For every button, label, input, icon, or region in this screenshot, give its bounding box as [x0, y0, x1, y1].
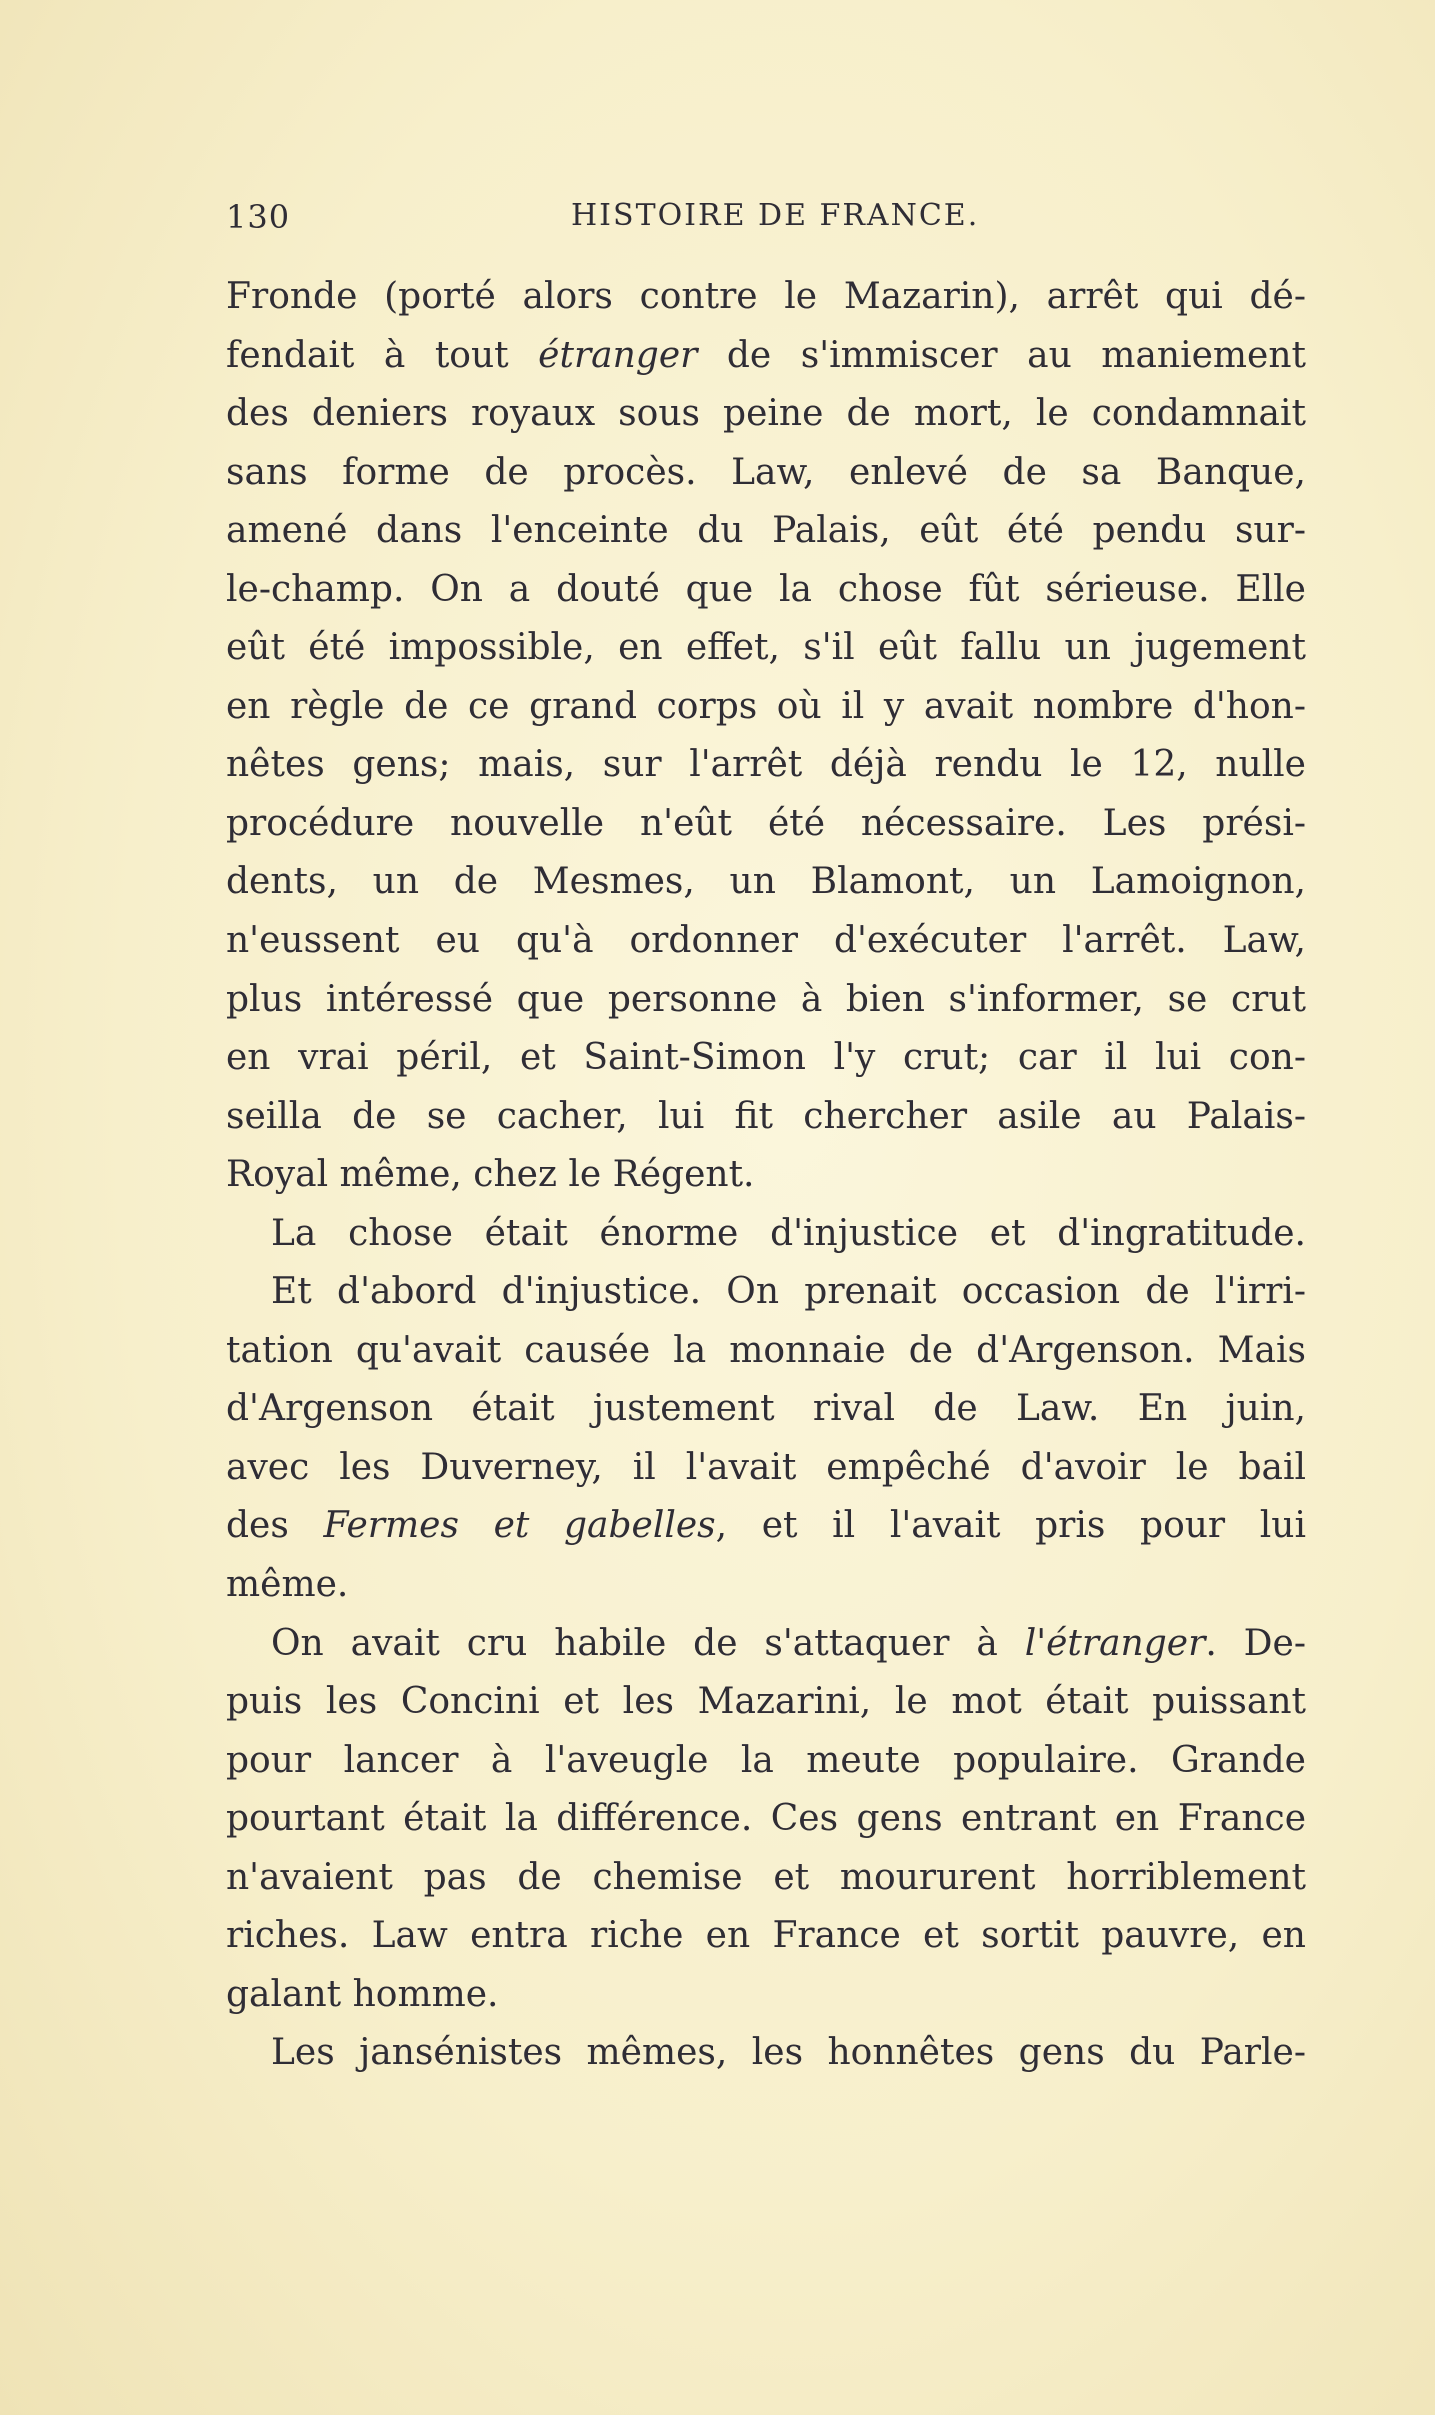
text-line: plus intéressé que personne à bien s'informer, se crut: [226, 978, 1306, 1020]
body-text: [226, 268, 1306, 2083]
page-header: [226, 198, 1226, 248]
text-line: amené dans l'enceinte du Palais, eût été pendu sur-: [226, 510, 1306, 552]
text-line: On avait cru habile de s'attaquer à l'étranger. De-: [271, 1622, 1306, 1664]
text-line: pour lancer à l'aveugle la meute populaire. Grande: [226, 1739, 1306, 1781]
text-line: sans forme de procès. Law, enlevé de sa Banque,: [226, 451, 1306, 493]
text-line: n'avaient pas de chemise et moururent horriblement: [226, 1856, 1306, 1898]
text-line: même.: [226, 1564, 349, 1606]
text-line: Et d'abord d'injustice. On prenait occasion de l'irri-: [271, 1271, 1306, 1313]
text-line: dents, un de Mesmes, un Blamont, un Lamoignon,: [226, 861, 1306, 903]
text-line: nêtes gens; mais, sur l'arrêt déjà rendu le 12, nulle: [226, 744, 1306, 786]
text-line: eût été impossible, en effet, s'il eût fallu un jugement: [226, 627, 1306, 669]
text-line: galant homme.: [226, 1973, 499, 2015]
text-line: La chose était énorme d'injustice et d'ingratitude.: [271, 1212, 1306, 1254]
text-line: avec les Duverney, il l'avait empêché d'avoir le bail: [226, 1446, 1306, 1488]
page-number: 130: [226, 198, 291, 236]
text-line: pourtant était la différence. Ces gens entrant en France: [226, 1798, 1306, 1840]
text-line: n'eussent eu qu'à ordonner d'exécuter l'arrêt. Law,: [226, 920, 1306, 962]
text-line: puis les Concini et les Mazarini, le mot était puissant: [226, 1681, 1306, 1723]
italic-term: l'étranger: [1024, 1622, 1206, 1664]
text-line: en règle de ce grand corps où il y avait nombre d'hon-: [226, 685, 1306, 727]
text-line: Royal même, chez le Régent.: [226, 1154, 755, 1196]
text-line: des deniers royaux sous peine de mort, le condamnait: [226, 393, 1306, 435]
italic-term: étranger: [538, 334, 698, 376]
text-line: Les jansénistes mêmes, les honnêtes gens du Parle-: [271, 2032, 1306, 2074]
text-line: procédure nouvelle n'eût été nécessaire. Les prési-: [226, 802, 1306, 844]
text-line: fendait à tout étranger de s'immiscer au maniement: [226, 334, 1307, 376]
text-line: riches. Law entra riche en France et sortit pauvre, en: [226, 1915, 1306, 1957]
text-line: le-champ. On a douté que la chose fût sérieuse. Elle: [226, 568, 1306, 610]
text-line: des Fermes et gabelles, et il l'avait pris pour lui: [226, 1505, 1306, 1547]
text-line: tation qu'avait causée la monnaie de d'Argenson. Mais: [226, 1329, 1306, 1371]
text-line: seilla de se cacher, lui fit chercher asile au Palais-: [226, 1095, 1306, 1137]
italic-term: Fermes et gabelles: [323, 1505, 716, 1547]
running-head: HISTOIRE DE FRANCE.: [571, 198, 980, 233]
text-line: en vrai péril, et Saint-Simon l'y crut; car il lui con-: [226, 1037, 1306, 1079]
text-line: d'Argenson était justement rival de Law. En juin,: [226, 1388, 1306, 1430]
text-line: Fronde (porté alors contre le Mazarin), arrêt qui dé-: [226, 276, 1306, 317]
